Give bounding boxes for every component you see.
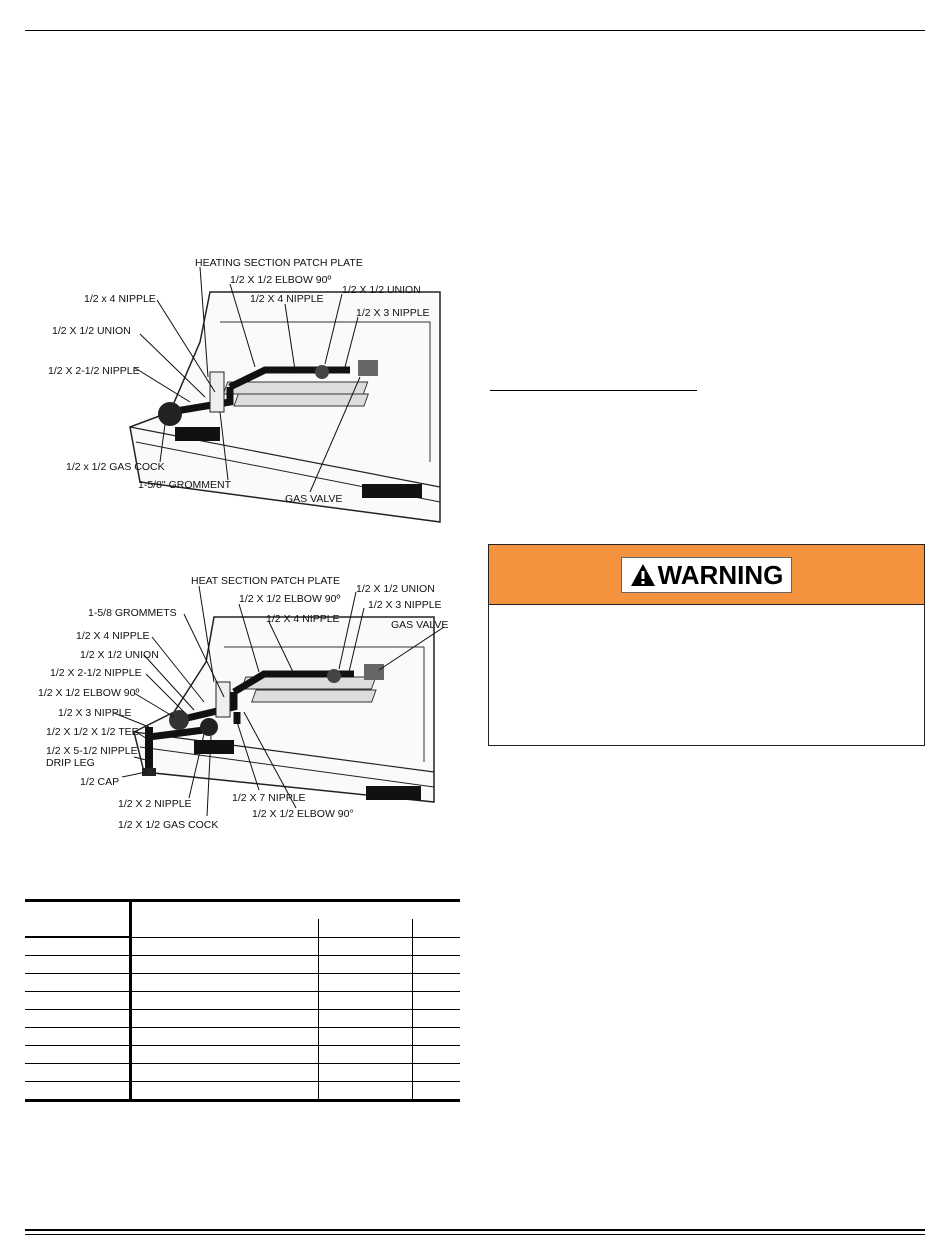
callout-nipple-3: 1/2 X 3 NIPPLE	[356, 307, 430, 319]
figure-gas-piping-drip-leg	[34, 572, 454, 837]
union-shape	[327, 669, 341, 683]
header-rule	[25, 30, 925, 31]
callout-grommet: 1-5/8" GROMMENT	[138, 479, 231, 491]
table-row	[25, 1046, 460, 1064]
callout-union-top: 1/2 X 1/2 UNION	[356, 583, 435, 595]
vent-slot-right	[362, 484, 422, 498]
callout-elbow: 1/2 X 1/2 ELBOW 90º	[230, 274, 332, 286]
figure-1-illustration	[40, 252, 460, 527]
callout-cap: 1/2 CAP	[80, 776, 120, 788]
table-header-row	[25, 901, 460, 920]
callout-patch-plate: HEAT SECTION PATCH PLATE	[191, 575, 340, 587]
callout-nipple-2: 1/2 X 2 NIPPLE	[118, 798, 192, 810]
vent-slot-right	[366, 786, 421, 800]
section-heading-underline	[490, 390, 697, 391]
callout-drip-leg: DRIP LEG	[46, 757, 95, 769]
callout-nipple-7: 1/2 X 7 NIPPLE	[232, 792, 306, 804]
callout-gas-cock: 1/2 X 1/2 GAS COCK	[118, 819, 219, 831]
callout-elbow-bottom: 1/2 X 1/2 ELBOW 90°	[252, 808, 354, 820]
warning-label: WARNING	[657, 559, 784, 590]
callout-union-left: 1/2 X 1/2 UNION	[80, 649, 159, 661]
footer-rule-thin	[25, 1234, 925, 1235]
warning-triangle-icon	[630, 563, 656, 587]
table-row	[25, 937, 460, 956]
gas-cock-shape	[158, 402, 182, 426]
callout-patch-plate: HEATING SECTION PATCH PLATE	[195, 257, 363, 269]
callout-gas-cock: 1/2 x 1/2 GAS COCK	[66, 461, 165, 473]
footer-rule	[25, 1229, 925, 1231]
callout-nipple-4-left: 1/2 X 4 NIPPLE	[76, 630, 150, 642]
callout-nipple-4-right: 1/2 X 4 NIPPLE	[250, 293, 324, 305]
gas-valve-shape	[364, 664, 384, 680]
callout-union-left: 1/2 X 1/2 UNION	[52, 325, 131, 337]
callout-union-right: 1/2 X 1/2 UNION	[342, 284, 421, 296]
figure-gas-piping-standard	[40, 252, 460, 527]
table-row	[25, 1028, 460, 1046]
table-row	[25, 1064, 460, 1082]
figure-2-illustration	[34, 572, 454, 837]
warning-badge	[621, 557, 793, 593]
callout-tee: 1/2 X 1/2 X 1/2 TEE	[46, 726, 139, 738]
table-row	[25, 956, 460, 974]
pipe-capacity-table	[25, 899, 460, 1102]
callout-elbow-top: 1/2 X 1/2 ELBOW 90º	[239, 593, 341, 605]
callout-nipple-3-left: 1/2 X 3 NIPPLE	[58, 707, 132, 719]
table-row	[25, 1082, 460, 1101]
callout-elbow-left: 1/2 X 1/2 ELBOW 90º	[38, 687, 140, 699]
union-shape	[315, 365, 329, 379]
callout-gas-valve: GAS VALVE	[285, 493, 343, 505]
gas-valve-shape	[358, 360, 378, 376]
callout-nipple-3-top: 1/2 X 3 NIPPLE	[368, 599, 442, 611]
warning-box	[488, 544, 925, 746]
table-subheader-row	[25, 919, 460, 937]
callout-grommets: 1-5/8 GROMMETS	[88, 607, 177, 619]
callout-nipple-4-right: 1/2 X 4 NIPPLE	[266, 613, 340, 625]
table-row	[25, 974, 460, 992]
callout-gas-valve: GAS VALVE	[391, 619, 449, 631]
patch-plate-shape	[216, 682, 230, 717]
table-row	[25, 1010, 460, 1028]
patch-plate-shape	[210, 372, 224, 412]
gas-cock-shape	[200, 718, 218, 736]
vent-slot-left	[175, 427, 220, 441]
table-row	[25, 992, 460, 1010]
callout-nipple-5-half: 1/2 X 5-1/2 NIPPLE	[46, 745, 138, 757]
warning-header	[489, 545, 924, 605]
callout-nipple-2-half: 1/2 X 2-1/2 NIPPLE	[50, 667, 142, 679]
callout-nipple-4-left: 1/2 x 4 NIPPLE	[84, 293, 156, 305]
callout-nipple-2-half: 1/2 X 2-1/2 NIPPLE	[48, 365, 140, 377]
